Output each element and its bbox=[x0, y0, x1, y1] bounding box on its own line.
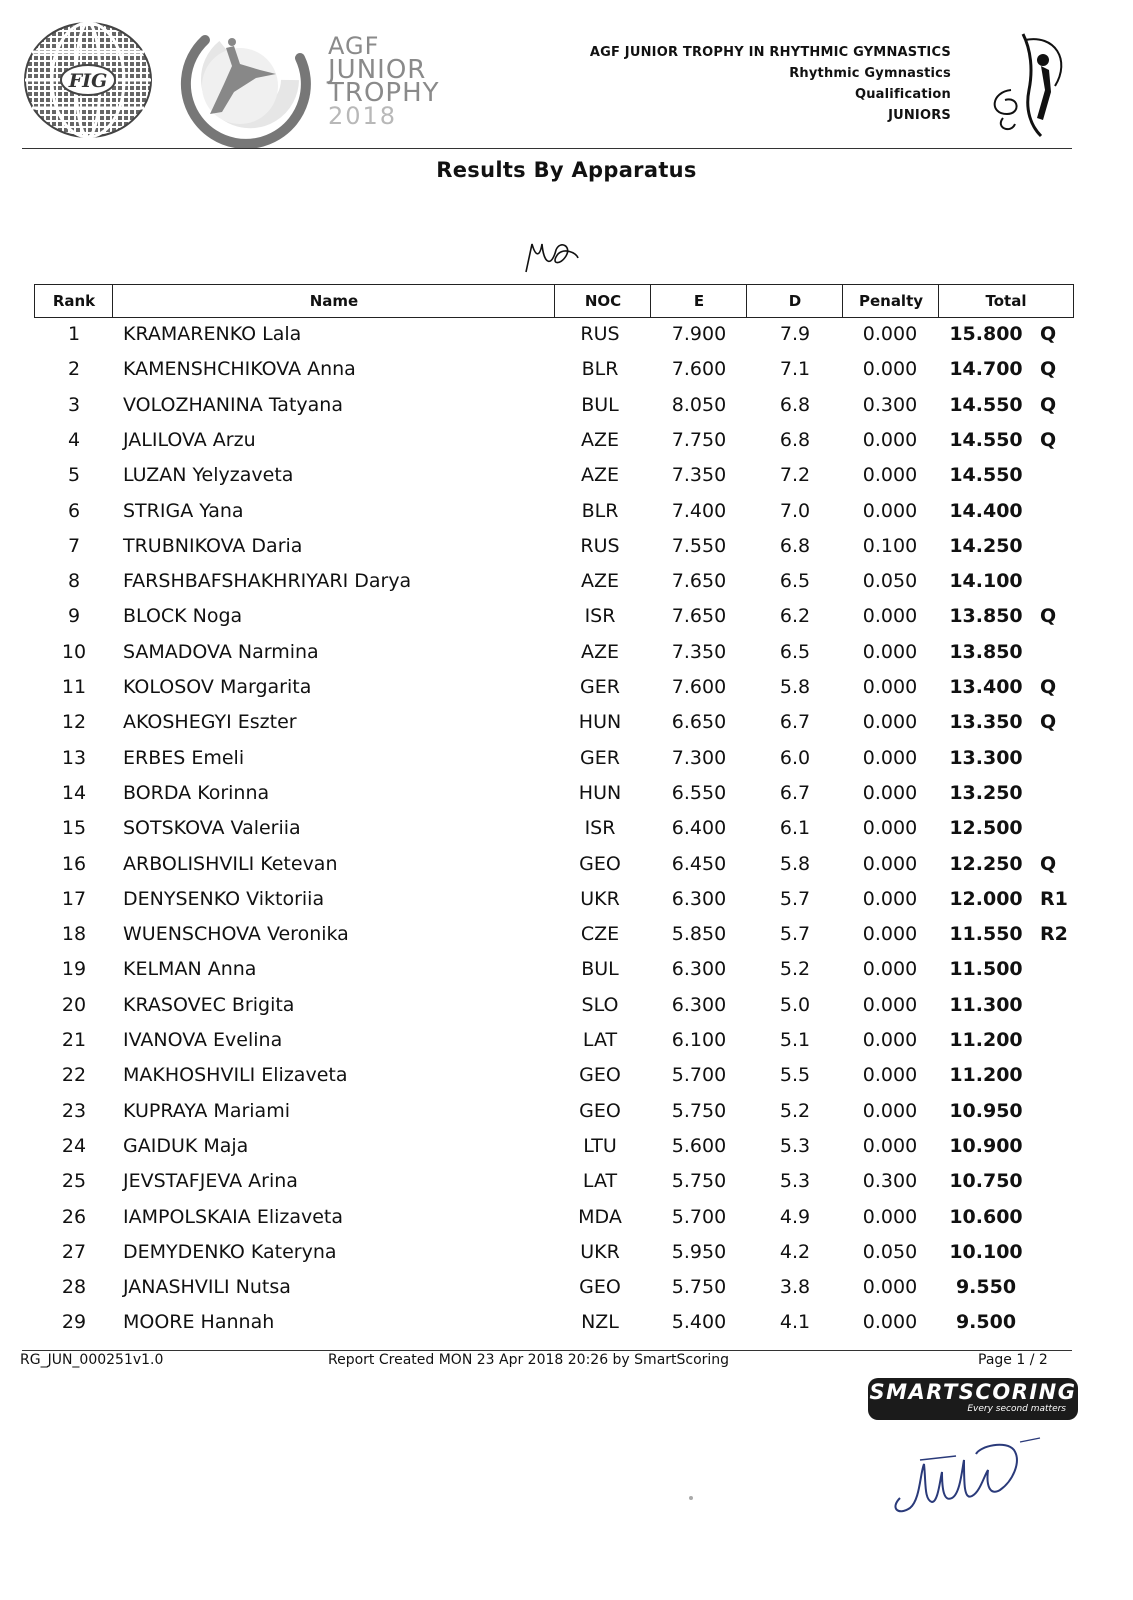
noc-cell: HUN bbox=[578, 781, 622, 804]
table-row bbox=[0, 1064, 1133, 1099]
noc-cell: GER bbox=[580, 746, 620, 769]
rank-cell: 25 bbox=[61, 1170, 87, 1193]
phase-label: Qualification bbox=[854, 87, 951, 102]
total-cell: 14.100 bbox=[949, 570, 1023, 593]
d-score-cell: 5.2 bbox=[779, 1099, 811, 1122]
fig-logo-text: FIG bbox=[68, 70, 108, 92]
e-score-cell: 7.900 bbox=[671, 323, 727, 345]
name-cell: VOLOZHANINA Tatyana bbox=[123, 393, 343, 416]
d-score-cell: 6.5 bbox=[779, 570, 811, 593]
noc-cell: BLR bbox=[581, 358, 619, 381]
table-row bbox=[0, 888, 1133, 923]
total-cell: 14.250 bbox=[949, 534, 1023, 557]
penalty-cell: 0.000 bbox=[862, 499, 918, 522]
rank-cell: 18 bbox=[61, 923, 87, 946]
qualification-mark: R1 bbox=[1040, 887, 1068, 910]
e-score-cell: 7.600 bbox=[671, 676, 727, 698]
penalty-cell: 0.000 bbox=[862, 711, 918, 734]
name-cell: DENYSENKO Viktoriia bbox=[123, 887, 325, 910]
noc-cell: LAT bbox=[582, 1029, 618, 1051]
penalty-cell: 0.000 bbox=[862, 428, 918, 451]
d-score-cell: 5.2 bbox=[779, 958, 811, 981]
qualification-mark: Q bbox=[1040, 323, 1057, 345]
total-cell: 9.550 bbox=[955, 1276, 1017, 1299]
rank-cell: 1 bbox=[67, 323, 81, 345]
noc-cell: HUN bbox=[578, 711, 622, 734]
name-cell: JEVSTAFJEVA Arina bbox=[123, 1170, 298, 1193]
d-score-cell: 7.0 bbox=[779, 499, 811, 522]
d-score-cell: 6.1 bbox=[779, 817, 811, 840]
total-cell: 12.500 bbox=[949, 817, 1023, 840]
d-score-cell: 5.7 bbox=[779, 923, 811, 946]
smartscoring-name: SMARTSCORING bbox=[869, 1380, 1077, 1404]
noc-cell: AZE bbox=[580, 570, 620, 593]
column-header-penalty: Penalty bbox=[842, 284, 940, 318]
qualification-mark: Q bbox=[1040, 676, 1057, 698]
penalty-cell: 0.000 bbox=[862, 781, 918, 804]
rank-cell: 15 bbox=[61, 817, 87, 840]
e-score-cell: 5.700 bbox=[671, 1205, 727, 1228]
penalty-cell: 0.050 bbox=[862, 570, 918, 593]
total-cell: 13.300 bbox=[949, 746, 1023, 769]
name-cell: KRASOVEC Brigita bbox=[123, 993, 295, 1016]
e-score-cell: 5.850 bbox=[671, 923, 727, 946]
table-row bbox=[0, 958, 1133, 993]
noc-cell: BLR bbox=[581, 499, 619, 522]
fig-globe-logo bbox=[22, 20, 154, 140]
discipline-label: Rhythmic Gymnastics bbox=[789, 66, 951, 81]
d-score-cell: 5.8 bbox=[779, 852, 811, 875]
agf-logo-word-agf: AGF bbox=[328, 32, 380, 60]
table-row bbox=[0, 464, 1133, 499]
name-cell: WUENSCHOVA Veronika bbox=[123, 923, 349, 946]
document-code: RG_JUN_000251v1.0 bbox=[20, 1352, 164, 1368]
penalty-cell: 0.000 bbox=[862, 958, 918, 981]
e-score-cell: 6.400 bbox=[671, 817, 727, 840]
noc-cell: AZE bbox=[580, 464, 620, 487]
name-cell: ERBES Emeli bbox=[123, 746, 245, 769]
rank-cell: 9 bbox=[67, 605, 81, 628]
column-header-rank: Rank bbox=[34, 284, 114, 318]
rank-cell: 24 bbox=[61, 1134, 87, 1157]
rank-cell: 28 bbox=[61, 1276, 87, 1299]
penalty-cell: 0.000 bbox=[862, 817, 918, 840]
d-score-cell: 5.1 bbox=[779, 1029, 811, 1051]
e-score-cell: 5.750 bbox=[671, 1276, 727, 1299]
name-cell: BORDA Korinna bbox=[123, 781, 270, 804]
table-row bbox=[0, 570, 1133, 605]
name-cell: LUZAN Yelyzaveta bbox=[123, 464, 294, 487]
rank-cell: 2 bbox=[67, 358, 81, 381]
table-row bbox=[0, 782, 1133, 817]
rank-cell: 10 bbox=[61, 640, 87, 663]
penalty-cell: 0.000 bbox=[862, 605, 918, 628]
qualification-mark: Q bbox=[1040, 711, 1057, 734]
d-score-cell: 5.3 bbox=[779, 1134, 811, 1157]
penalty-cell: 0.000 bbox=[862, 1276, 918, 1299]
d-score-cell: 3.8 bbox=[779, 1276, 811, 1299]
rank-cell: 12 bbox=[61, 711, 87, 734]
document-title: Results By Apparatus bbox=[436, 158, 697, 182]
agf-logo-word-junior: JUNIOR bbox=[328, 55, 427, 85]
e-score-cell: 6.300 bbox=[671, 993, 727, 1016]
total-cell: 12.000 bbox=[949, 887, 1023, 910]
rank-cell: 17 bbox=[61, 887, 87, 910]
penalty-cell: 0.100 bbox=[862, 534, 918, 557]
name-cell: IAMPOLSKAIA Elizaveta bbox=[123, 1205, 344, 1228]
penalty-cell: 0.000 bbox=[862, 1311, 918, 1334]
column-header-e: E bbox=[650, 284, 748, 318]
rank-cell: 29 bbox=[61, 1311, 87, 1334]
total-cell: 10.600 bbox=[949, 1205, 1023, 1228]
table-row bbox=[0, 1276, 1133, 1311]
table-row bbox=[0, 1241, 1133, 1276]
penalty-cell: 0.000 bbox=[862, 640, 918, 663]
name-cell: BLOCK Noga bbox=[123, 605, 243, 628]
table-row bbox=[0, 605, 1133, 640]
table-row bbox=[0, 817, 1133, 852]
table-row bbox=[0, 1029, 1133, 1064]
qualification-mark: Q bbox=[1040, 852, 1057, 875]
total-cell: 11.200 bbox=[949, 1064, 1023, 1087]
total-cell: 13.400 bbox=[949, 676, 1023, 698]
d-score-cell: 6.7 bbox=[779, 711, 811, 734]
penalty-cell: 0.000 bbox=[862, 1099, 918, 1122]
table-row bbox=[0, 923, 1133, 958]
name-cell: DEMYDENKO Kateryna bbox=[123, 1240, 337, 1263]
name-cell: KOLOSOV Margarita bbox=[123, 676, 312, 698]
name-cell: STRIGA Yana bbox=[123, 499, 244, 522]
d-score-cell: 5.0 bbox=[779, 993, 811, 1016]
e-score-cell: 7.300 bbox=[671, 746, 727, 769]
penalty-cell: 0.000 bbox=[862, 323, 918, 345]
rank-cell: 20 bbox=[61, 993, 87, 1016]
e-score-cell: 7.400 bbox=[671, 499, 727, 522]
e-score-cell: 5.950 bbox=[671, 1240, 727, 1263]
name-cell: KAMENSHCHIKOVA Anna bbox=[123, 358, 356, 381]
e-score-cell: 5.750 bbox=[671, 1170, 727, 1193]
rank-cell: 23 bbox=[61, 1099, 87, 1122]
penalty-cell: 0.000 bbox=[862, 852, 918, 875]
e-score-cell: 6.300 bbox=[671, 887, 727, 910]
d-score-cell: 5.7 bbox=[779, 887, 811, 910]
e-score-cell: 6.100 bbox=[671, 1029, 727, 1051]
penalty-cell: 0.000 bbox=[862, 887, 918, 910]
penalty-cell: 0.000 bbox=[862, 923, 918, 946]
name-cell: KUPRAYA Mariami bbox=[123, 1099, 290, 1122]
category-label: JUNIORS bbox=[888, 108, 951, 123]
d-score-cell: 4.1 bbox=[779, 1311, 811, 1334]
penalty-cell: 0.050 bbox=[862, 1240, 918, 1263]
rank-cell: 27 bbox=[61, 1240, 87, 1263]
e-score-cell: 6.300 bbox=[671, 958, 727, 981]
name-cell: AKOSHEGYI Eszter bbox=[123, 711, 297, 734]
penalty-cell: 0.300 bbox=[862, 1170, 918, 1193]
agf-logo-word-trophy: TROPHY bbox=[328, 78, 440, 108]
rank-cell: 11 bbox=[61, 676, 87, 698]
d-score-cell: 6.0 bbox=[779, 746, 811, 769]
table-row bbox=[0, 429, 1133, 464]
rhythmic-gymnast-logo bbox=[985, 30, 1077, 140]
noc-cell: RUS bbox=[580, 534, 620, 557]
d-score-cell: 7.9 bbox=[779, 323, 811, 345]
table-row bbox=[0, 1100, 1133, 1135]
table-row bbox=[0, 994, 1133, 1029]
d-score-cell: 6.7 bbox=[779, 781, 811, 804]
header-divider bbox=[22, 148, 1072, 149]
name-cell: FARSHBAFSHAKHRIYARI Darya bbox=[123, 570, 412, 593]
total-cell: 13.350 bbox=[949, 711, 1023, 734]
d-score-cell: 4.2 bbox=[779, 1240, 811, 1263]
total-cell: 11.500 bbox=[949, 958, 1023, 981]
report-created-label: Report Created MON 23 Apr 2018 20:26 by SmartScoring bbox=[328, 1352, 730, 1368]
noc-cell: NZL bbox=[581, 1311, 619, 1334]
e-score-cell: 8.050 bbox=[671, 393, 727, 416]
total-cell: 14.700 bbox=[949, 358, 1023, 381]
rank-cell: 16 bbox=[61, 852, 87, 875]
column-header-total: Total bbox=[938, 284, 1074, 318]
rank-cell: 22 bbox=[61, 1064, 87, 1087]
table-row bbox=[0, 1311, 1133, 1346]
rank-cell: 8 bbox=[67, 570, 81, 593]
total-cell: 10.100 bbox=[949, 1240, 1023, 1263]
table-row bbox=[0, 535, 1133, 570]
d-score-cell: 7.1 bbox=[779, 358, 811, 381]
e-score-cell: 7.350 bbox=[671, 640, 727, 663]
table-row bbox=[0, 747, 1133, 782]
table-row bbox=[0, 323, 1133, 358]
table-row bbox=[0, 1206, 1133, 1241]
total-cell: 14.550 bbox=[949, 428, 1023, 451]
scan-speck bbox=[689, 1496, 693, 1500]
noc-cell: GER bbox=[580, 676, 620, 698]
name-cell: KELMAN Anna bbox=[123, 958, 257, 981]
total-cell: 9.500 bbox=[955, 1311, 1017, 1334]
e-score-cell: 6.550 bbox=[671, 781, 727, 804]
penalty-cell: 0.000 bbox=[862, 746, 918, 769]
total-cell: 10.950 bbox=[949, 1099, 1023, 1122]
total-cell: 11.550 bbox=[949, 923, 1023, 946]
penalty-cell: 0.000 bbox=[862, 1205, 918, 1228]
name-cell: GAIDUK Maja bbox=[123, 1134, 249, 1157]
rank-cell: 14 bbox=[61, 781, 87, 804]
e-score-cell: 7.650 bbox=[671, 605, 727, 628]
rank-cell: 26 bbox=[61, 1205, 87, 1228]
noc-cell: MDA bbox=[578, 1205, 622, 1228]
total-cell: 12.250 bbox=[949, 852, 1023, 875]
total-cell: 11.300 bbox=[949, 993, 1023, 1016]
table-row bbox=[0, 853, 1133, 888]
noc-cell: UKR bbox=[580, 887, 620, 910]
e-score-cell: 7.550 bbox=[671, 534, 727, 557]
name-cell: KRAMARENKO Lala bbox=[123, 323, 302, 345]
qualification-mark: Q bbox=[1040, 605, 1057, 628]
rank-cell: 19 bbox=[61, 958, 87, 981]
page-number: Page 1 / 2 bbox=[978, 1352, 1048, 1368]
total-cell: 10.900 bbox=[949, 1134, 1023, 1157]
name-cell: SOTSKOVA Valeriia bbox=[123, 817, 301, 840]
e-score-cell: 6.450 bbox=[671, 852, 727, 875]
qualification-mark: Q bbox=[1040, 358, 1057, 381]
e-score-cell: 6.650 bbox=[671, 711, 727, 734]
e-score-cell: 5.400 bbox=[671, 1311, 727, 1334]
total-cell: 11.200 bbox=[949, 1029, 1023, 1051]
noc-cell: SLO bbox=[581, 993, 619, 1016]
penalty-cell: 0.000 bbox=[862, 1134, 918, 1157]
penalty-cell: 0.000 bbox=[862, 358, 918, 381]
e-score-cell: 7.750 bbox=[671, 428, 727, 451]
table-row bbox=[0, 676, 1133, 711]
rank-cell: 21 bbox=[61, 1029, 87, 1051]
rank-cell: 5 bbox=[67, 464, 81, 487]
noc-cell: GEO bbox=[579, 1276, 621, 1299]
column-header-d: D bbox=[746, 284, 844, 318]
noc-cell: LAT bbox=[582, 1170, 618, 1193]
noc-cell: BUL bbox=[581, 958, 619, 981]
total-cell: 10.750 bbox=[949, 1170, 1023, 1193]
total-cell: 15.800 bbox=[949, 323, 1023, 345]
rank-cell: 7 bbox=[67, 534, 81, 557]
penalty-cell: 0.000 bbox=[862, 676, 918, 698]
e-score-cell: 7.600 bbox=[671, 358, 727, 381]
ribbon-apparatus-icon bbox=[522, 236, 582, 276]
name-cell: ARBOLISHVILI Ketevan bbox=[123, 852, 338, 875]
rank-cell: 3 bbox=[67, 393, 81, 416]
noc-cell: GEO bbox=[579, 1099, 621, 1122]
qualification-mark: R2 bbox=[1040, 923, 1068, 946]
table-row bbox=[0, 641, 1133, 676]
penalty-cell: 0.000 bbox=[862, 464, 918, 487]
name-cell: JANASHVILI Nutsa bbox=[123, 1276, 291, 1299]
total-cell: 14.550 bbox=[949, 464, 1023, 487]
agf-logo-word-year: 2018 bbox=[328, 102, 398, 130]
rank-cell: 13 bbox=[61, 746, 87, 769]
e-score-cell: 5.600 bbox=[671, 1134, 727, 1157]
table-row bbox=[0, 1170, 1133, 1205]
noc-cell: GEO bbox=[579, 852, 621, 875]
smartscoring-logo bbox=[868, 1378, 1078, 1420]
table-row bbox=[0, 394, 1133, 429]
noc-cell: BUL bbox=[581, 393, 619, 416]
noc-cell: UKR bbox=[580, 1240, 620, 1263]
penalty-cell: 0.000 bbox=[862, 1064, 918, 1087]
penalty-cell: 0.000 bbox=[862, 993, 918, 1016]
name-cell: TRUBNIKOVA Daria bbox=[123, 534, 303, 557]
total-cell: 13.850 bbox=[949, 640, 1023, 663]
agf-gymnast-logo bbox=[170, 18, 320, 148]
noc-cell: AZE bbox=[580, 428, 620, 451]
footer-divider bbox=[22, 1350, 1072, 1351]
penalty-cell: 0.000 bbox=[862, 1029, 918, 1051]
d-score-cell: 5.3 bbox=[779, 1170, 811, 1193]
d-score-cell: 4.9 bbox=[779, 1205, 811, 1228]
e-score-cell: 7.650 bbox=[671, 570, 727, 593]
table-row bbox=[0, 500, 1133, 535]
rank-cell: 6 bbox=[67, 499, 81, 522]
table-row bbox=[0, 1135, 1133, 1170]
column-header-name: Name bbox=[112, 284, 556, 318]
noc-cell: LTU bbox=[583, 1134, 617, 1157]
noc-cell: AZE bbox=[580, 640, 620, 663]
d-score-cell: 6.8 bbox=[779, 428, 811, 451]
noc-cell: GEO bbox=[579, 1064, 621, 1087]
d-score-cell: 5.5 bbox=[779, 1064, 811, 1087]
d-score-cell: 6.8 bbox=[779, 393, 811, 416]
e-score-cell: 5.750 bbox=[671, 1099, 727, 1122]
qualification-mark: Q bbox=[1040, 428, 1057, 451]
name-cell: SAMADOVA Narmina bbox=[123, 640, 319, 663]
total-cell: 14.400 bbox=[949, 499, 1023, 522]
e-score-cell: 7.350 bbox=[671, 464, 727, 487]
event-title: AGF JUNIOR TROPHY IN RHYTHMIC GYMNASTICS bbox=[589, 45, 951, 60]
column-header-noc: NOC bbox=[554, 284, 652, 318]
d-score-cell: 6.5 bbox=[779, 640, 811, 663]
name-cell: IVANOVA Evelina bbox=[123, 1029, 283, 1051]
name-cell: MOORE Hannah bbox=[123, 1311, 275, 1334]
total-cell: 13.850 bbox=[949, 605, 1023, 628]
e-score-cell: 5.700 bbox=[671, 1064, 727, 1087]
total-cell: 14.550 bbox=[949, 393, 1023, 416]
d-score-cell: 6.8 bbox=[779, 534, 811, 557]
handwritten-signature bbox=[880, 1430, 1050, 1520]
name-cell: MAKHOSHVILI Elizaveta bbox=[123, 1064, 348, 1087]
table-row bbox=[0, 711, 1133, 746]
table-row bbox=[0, 358, 1133, 393]
d-score-cell: 7.2 bbox=[779, 464, 811, 487]
qualification-mark: Q bbox=[1040, 393, 1057, 416]
noc-cell: ISR bbox=[584, 817, 616, 840]
smartscoring-tagline: Every second matters bbox=[967, 1404, 1066, 1414]
d-score-cell: 6.2 bbox=[779, 605, 811, 628]
noc-cell: ISR bbox=[584, 605, 616, 628]
d-score-cell: 5.8 bbox=[779, 676, 811, 698]
penalty-cell: 0.300 bbox=[862, 393, 918, 416]
noc-cell: RUS bbox=[580, 323, 620, 345]
rank-cell: 4 bbox=[67, 428, 81, 451]
noc-cell: CZE bbox=[580, 923, 620, 946]
name-cell: JALILOVA Arzu bbox=[123, 428, 256, 451]
total-cell: 13.250 bbox=[949, 781, 1023, 804]
